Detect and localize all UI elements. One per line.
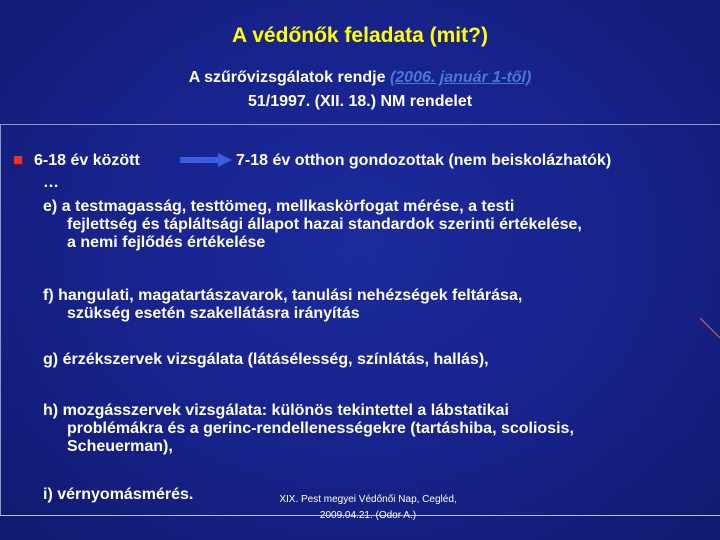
list-item-text: hangulati, magatartászavarok, tanulási nehézségek feltárása, [58, 287, 523, 304]
right-arrow-icon [180, 153, 232, 167]
list-item-f [43, 287, 522, 323]
decorative-line-icon [700, 318, 720, 338]
list-item-i [43, 486, 193, 504]
list-item-text: vérnyomásmérés. [57, 486, 194, 503]
list-marker: f) [43, 287, 54, 304]
list-marker: e) [43, 198, 58, 215]
subtitle-text: A szűrővizsgálatok rendje [188, 69, 386, 86]
list-item-g [43, 351, 489, 369]
ellipsis-text: … [43, 174, 59, 191]
list-item-text: szükség esetén szakellátásra irányítás [67, 305, 360, 322]
subtitle-date: (2006. január 1-től) [389, 69, 532, 86]
content-frame-top [0, 124, 720, 125]
home-care-text: 7-18 év otthon gondozottak (nem beiskolázhatók) [236, 152, 612, 169]
age-range-text: 6-18 év között [34, 152, 140, 169]
list-marker: i) [43, 486, 53, 503]
footer-date-author: 2009.04.21. (Odor A.) [319, 510, 417, 521]
list-item-h [43, 402, 574, 456]
bullet-square-icon [14, 156, 22, 164]
list-item-text: Scheuerman), [67, 438, 173, 455]
footer-event: XIX. Pest megyei Védőnői Nap, Cegléd, [279, 494, 457, 505]
list-item-text: a nemi fejlődés értékelése [67, 234, 266, 251]
subtitle-regulation: 51/1997. (XII. 18.) NM rendelet [247, 93, 473, 110]
list-marker: g) [43, 351, 59, 368]
slide-title: A védőnők feladata (mit?) [232, 24, 488, 47]
slide-subtitle [0, 66, 720, 114]
content-frame-left [0, 124, 1, 516]
list-item-text: fejlettség és tápláltsági állapot hazai standardok szerinti értékelése, [67, 216, 582, 233]
list-item-text: a testmagasság, testtömeg, mellkaskörfogat mérése, a testi [61, 198, 515, 215]
list-item-text: érzékszervek vizsgálata (látásélesség, színlátás, hallás), [62, 351, 489, 368]
footer-caption [248, 492, 488, 524]
list-item-text: problémákra és a gerinc-rendellenességekre (tartáshiba, scoliosis, [67, 420, 574, 437]
list-marker: h) [43, 402, 59, 419]
list-item-text: mozgásszervek vizsgálata: különös tekintettel a lábstatikai [62, 402, 509, 419]
list-item-e [43, 198, 582, 252]
